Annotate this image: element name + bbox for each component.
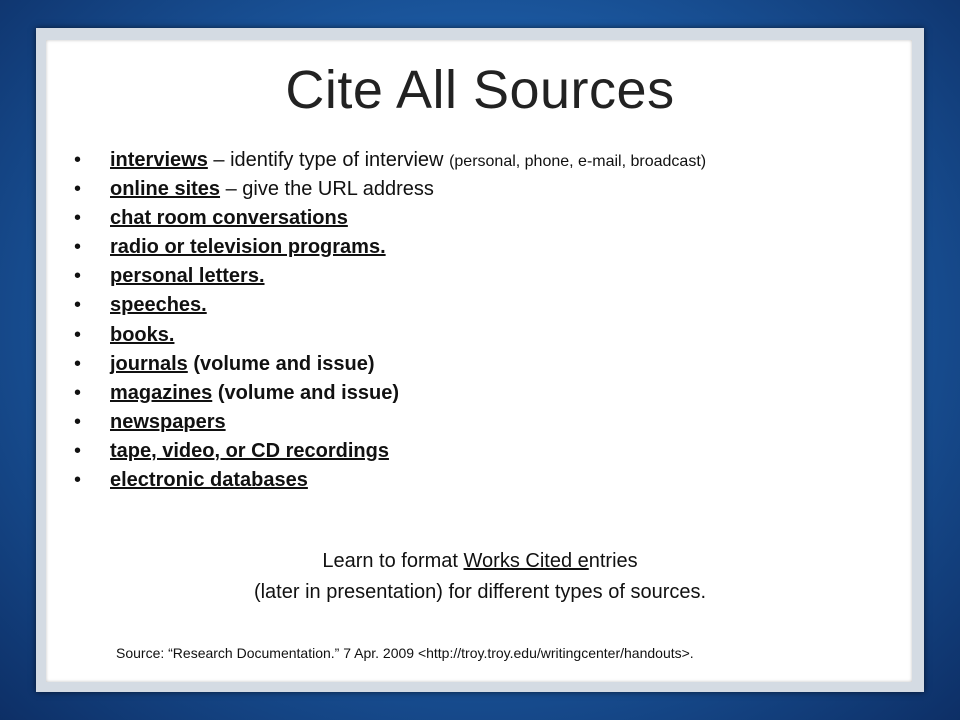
item-term[interactable]: electronic databases xyxy=(110,469,308,492)
bullet-icon: • xyxy=(74,178,82,201)
item-term[interactable]: journals xyxy=(110,352,188,375)
item-description: – give the URL address xyxy=(220,178,434,201)
list-item xyxy=(72,233,912,262)
list-item xyxy=(72,291,912,320)
item-description: – identify type of interview xyxy=(207,149,450,171)
source-type-list xyxy=(72,146,912,495)
learn-text: Learn to format xyxy=(322,550,464,572)
item-term[interactable]: personal letters. xyxy=(110,265,265,288)
bullet-icon: • xyxy=(74,294,82,317)
bullet-icon: • xyxy=(74,352,82,375)
item-term[interactable]: speeches. xyxy=(110,294,207,317)
item-term[interactable]: chat room conversations xyxy=(110,207,348,230)
list-item xyxy=(72,262,912,291)
list-item xyxy=(72,350,912,379)
learn-text-end: ntries xyxy=(588,550,638,572)
works-cited-link[interactable]: Works Cited e xyxy=(463,550,589,572)
list-item xyxy=(72,379,912,408)
bullet-icon: • xyxy=(74,469,82,492)
item-term[interactable]: online sites xyxy=(110,178,221,201)
list-item xyxy=(72,466,912,495)
list-item xyxy=(72,408,912,437)
bullet-icon: • xyxy=(74,410,82,433)
slide-title: Cite All Sources xyxy=(285,60,675,120)
item-note: (personal, phone, e-mail, broadcast) xyxy=(449,153,707,170)
item-term[interactable]: newspapers xyxy=(110,410,226,433)
list-item xyxy=(72,146,912,175)
list-item xyxy=(72,437,912,466)
bullet-icon: • xyxy=(74,236,82,259)
list-item xyxy=(72,204,912,233)
bullet-icon: • xyxy=(74,439,82,462)
list-item xyxy=(72,175,912,204)
item-description: (volume and issue) xyxy=(212,381,399,404)
item-term[interactable]: tape, video, or CD recordings xyxy=(110,439,389,462)
item-description: (volume and issue) xyxy=(187,352,375,375)
bullet-icon: • xyxy=(74,323,82,346)
item-term[interactable]: interviews xyxy=(110,149,208,171)
source-citation: Source: “Research Documentation.” 7 Apr. 2009 <http://troy.troy.edu/writingcenter/handouts>. xyxy=(116,645,694,661)
bullet-icon: • xyxy=(74,207,82,230)
learn-line-1 xyxy=(0,545,960,577)
bullet-icon: • xyxy=(74,265,82,288)
item-term[interactable]: books. xyxy=(110,323,175,346)
learn-line-2: (later in presentation) for different types of sources. xyxy=(253,581,707,603)
bullet-icon: • xyxy=(74,381,82,404)
bullet-icon: • xyxy=(74,149,82,171)
item-term[interactable]: magazines xyxy=(110,381,213,404)
item-term[interactable]: radio or television programs. xyxy=(110,236,386,259)
list-item xyxy=(72,321,912,350)
